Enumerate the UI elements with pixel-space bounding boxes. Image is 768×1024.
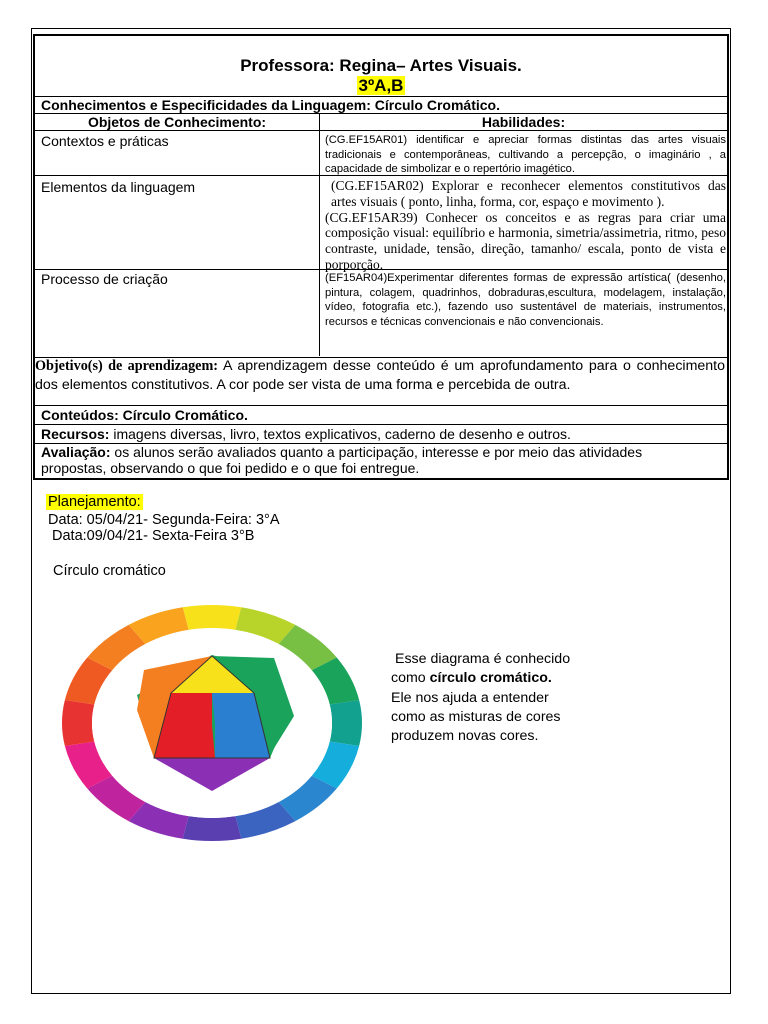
lesson-plan-table: [33, 34, 729, 480]
description-suffix: Ele nos ajuda a entender como as misturas de cores produzem novas cores.: [391, 689, 561, 745]
knowledge-label: Conhecimentos e Especificidades da Linguagem:: [41, 97, 371, 113]
header-row: [35, 36, 727, 97]
description-text: [391, 650, 571, 746]
ring-segment: [183, 816, 242, 841]
object-processo: Processo de criação: [41, 271, 168, 287]
table-row: [35, 270, 727, 357]
skill-ef15ar02-39: [325, 178, 726, 273]
col-skills-header: Habilidades:: [481, 114, 566, 130]
knowledge-row: [35, 97, 727, 114]
description-prefix: Esse diagrama é conhecido como: [391, 651, 571, 687]
object-contextos: Contextos e práticas: [41, 133, 169, 149]
objective-row: [35, 357, 727, 406]
resources-text: [41, 426, 571, 442]
evaluation-body: os alunos serão avaliados quanto a participação, interesse e por meio das atividades propostas, observando o que foi pedido e o que foi entregue.: [41, 444, 643, 476]
skill-ef15ar02: (CG.EF15AR02) Explorar e reconhecer elementos constitutivos das artes visuais ( ponto, linha, forma, cor, espaço e movimento ).: [331, 178, 726, 209]
planning-label: Planejamento:: [48, 494, 141, 510]
planning-date-1: Data: 05/04/21- Segunda-Feira: 3°A: [48, 512, 280, 528]
planning-block: [44, 494, 280, 544]
knowledge-text: [41, 97, 500, 113]
objective-text: [35, 357, 725, 395]
object-elementos: Elementos da linguagem: [41, 179, 196, 195]
ring-segment: [183, 605, 242, 630]
column-divider: [319, 176, 320, 269]
evaluation-label: Avaliação:: [41, 444, 111, 460]
class-label: [35, 76, 727, 96]
resources-body: imagens diversas, livro, textos explicativos, caderno de desenho e outros.: [113, 426, 571, 442]
ring-segment: [330, 700, 362, 746]
ring-segment: [62, 700, 94, 746]
knowledge-value: Círculo Cromático.: [374, 97, 500, 113]
column-divider: [319, 131, 320, 175]
table-row: [35, 176, 727, 270]
color-wheel-image: [52, 598, 372, 848]
circle-title: Círculo cromático: [53, 563, 166, 579]
resources-row: [35, 425, 727, 444]
skill-ef15ar39: (CG.EF15AR39) Conhecer os conceitos e as regras para criar uma composição visual: equilíbrio e harmonia, simetria/assimetria, ritmo, peso contraste, unidade, tensão, direção, tamanho/ escala, ponto de vista e porporção.: [325, 209, 726, 272]
objective-label: Objetivo(s) de aprendizagem:: [35, 358, 219, 374]
objective-body: A aprendizagem desse conteúdo é um aprofundamento para o conhecimento dos elementos constitutivos. A cor pode ser vista de uma forma e percebida de outra.: [35, 358, 725, 393]
evaluation-text: [41, 445, 707, 476]
table-row: [35, 131, 727, 176]
page-title: Professora: Regina– Artes Visuais.: [240, 56, 522, 75]
planning-date-2: Data:09/04/21- Sexta-Feira 3°B: [52, 528, 255, 544]
col-objects-header: Objetos de Conhecimento:: [87, 114, 267, 130]
contents-label: Conteúdos: Círculo Cromático.: [41, 407, 248, 423]
evaluation-row: [35, 444, 727, 478]
contents-row: [35, 406, 727, 425]
column-divider: [319, 270, 320, 356]
class-highlight: 3ºA,B: [358, 76, 404, 95]
table-header-row: [35, 114, 727, 131]
description-bold: círculo cromático.: [429, 670, 552, 687]
skill-ef15ar04: (EF15AR04)Experimentar diferentes formas de expressão artística( (desenho, pintura, colagem, quadrinhos, dobraduras,escultura, modelagem, instalação, vídeo, fotografia etc.), fazendo uso sustentável de materiais, instrumentos, recursos e técnicas convencionais e não convencionais.: [325, 272, 726, 328]
resources-label: Recursos:: [41, 426, 110, 442]
skill-ef15ar01: (CG.EF15AR01) identificar e apreciar formas distintas das artes visuais tradicionais e contemporâneas, cultivando a percepção, o imaginário , a capacidade de simbolizar e o repertório imagético.: [325, 134, 726, 175]
